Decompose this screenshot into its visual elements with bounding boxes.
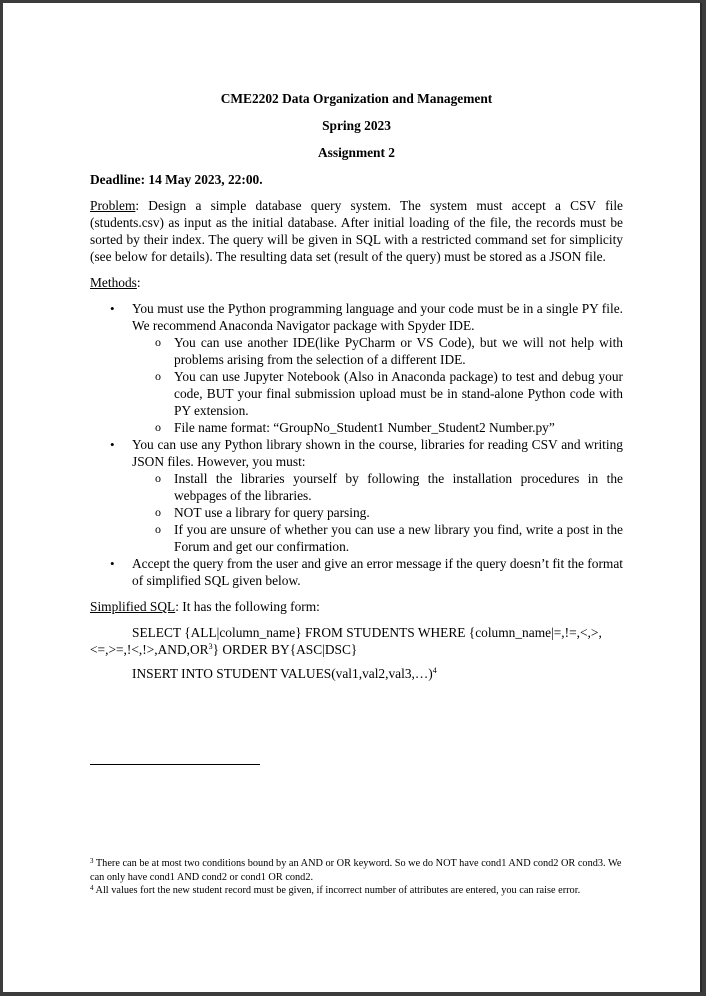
footnote-divider — [90, 764, 260, 765]
methods-list — [90, 300, 623, 589]
sub-list-item-text: You can use Jupyter Notebook (Also in Anaconda package) to test and debug your code, BUT your final submission upload must be in stand-alone Python code with PY extension. — [174, 369, 623, 418]
problem-text: : Design a simple database query system. The system must accept a CSV file (students.csv) as input as the initial database. After initial loading of the file, the records must be sorted by their index. The query will be given in SQL with a restricted command set for simplicity (see below for details). The resulting data set (result of the query) must be stored as a JSON file. — [90, 198, 623, 264]
footnote-text: All values fort the new student record must be given, if incorrect number of attributes are entered, you can raise error. — [93, 885, 581, 896]
footnote-mark: 3 — [90, 857, 94, 865]
footnote — [90, 857, 623, 884]
footnote-text: There can be at most two conditions bound by an AND or OR keyword. So we do NOT have cond1 AND cond2 OR cond3. We can only have cond1 AND cond2 or cond1 OR cond2. — [90, 858, 622, 883]
sub-bullet-icon: o — [155, 505, 161, 519]
sub-bullet-icon: o — [155, 369, 161, 383]
sub-list-item — [155, 334, 623, 368]
insert-statement-text: INSERT INTO STUDENT VALUES(val1,val2,val3,…) — [132, 666, 433, 681]
deadline: Deadline: 14 May 2023, 22:00. — [90, 172, 263, 187]
sub-bullet-icon: o — [155, 420, 161, 434]
course-title: CME2202 Data Organization and Management — [220, 91, 493, 106]
sub-list-item — [155, 470, 623, 504]
methods-label: Methods — [90, 275, 137, 290]
list-item-text: Accept the query from the user and give an error message if the query doesn’t fit the format of simplified SQL given below. — [132, 556, 623, 588]
sub-list — [132, 334, 623, 436]
simplified-sql-text: : It has the following form: — [175, 599, 320, 614]
sub-list-item — [155, 504, 623, 521]
list-item-text: You must use the Python programming language and your code must be in a single PY file. We recommend Anaconda Navigator package with Spyder IDE. — [132, 301, 623, 333]
sub-list-item-text: If you are unsure of whether you can use a new library you find, write a post in the Forum and get our confirmation. — [174, 522, 623, 554]
sub-list-item — [155, 521, 623, 555]
sub-bullet-icon: o — [155, 335, 161, 349]
footnote-ref-3[interactable]: 3 — [208, 642, 213, 651]
sub-list-item-text: File name format: “GroupNo_Student1 Number_Student2 Number.py” — [174, 420, 555, 435]
insert-statement — [90, 665, 623, 682]
term-title: Spring 2023 — [322, 118, 391, 133]
document-body — [90, 87, 623, 682]
bullet-icon: • — [110, 301, 115, 316]
sub-list-item — [155, 419, 623, 436]
methods-suffix: : — [136, 275, 141, 290]
select-statement — [90, 624, 623, 658]
footnote-mark: 4 — [90, 884, 94, 892]
list-item — [110, 555, 623, 589]
sub-bullet-icon: o — [155, 471, 161, 485]
select-statement-part2: } ORDER BY{ASC|DSC} — [212, 642, 358, 657]
list-item — [110, 436, 623, 555]
assignment-title: Assignment 2 — [317, 145, 395, 160]
sub-list-item-text: Install the libraries yourself by following the installation procedures in the webpages of the libraries. — [174, 471, 623, 503]
sub-list-item-text: You can use another IDE(like PyCharm or VS Code), but we will not help with problems arising from the selection of a different IDE. — [174, 335, 623, 367]
list-item-text: You can use any Python library shown in the course, libraries for reading CSV and writing JSON files. However, you must: — [132, 437, 623, 469]
sub-list-item — [155, 368, 623, 419]
methods-heading — [90, 274, 623, 291]
simplified-sql-label: Simplified SQL — [90, 599, 176, 614]
list-item — [110, 300, 623, 436]
document-page — [3, 3, 702, 992]
footnote-ref-4[interactable]: 4 — [432, 666, 437, 675]
problem-paragraph — [90, 197, 623, 265]
bullet-icon: • — [110, 556, 115, 571]
sub-bullet-icon: o — [155, 522, 161, 536]
footnote — [90, 884, 623, 898]
simplified-sql-heading — [90, 598, 623, 615]
select-statement-part1: SELECT {ALL|column_name} FROM STUDENTS WHERE {column_name|=,!=,<,>,<=,>=,!<,!>,AND,OR — [90, 625, 602, 657]
footnotes — [90, 857, 623, 898]
problem-label: Problem — [90, 198, 136, 213]
sub-list — [132, 470, 623, 555]
sub-list-item-text: NOT use a library for query parsing. — [174, 505, 370, 520]
bullet-icon: • — [110, 437, 115, 452]
